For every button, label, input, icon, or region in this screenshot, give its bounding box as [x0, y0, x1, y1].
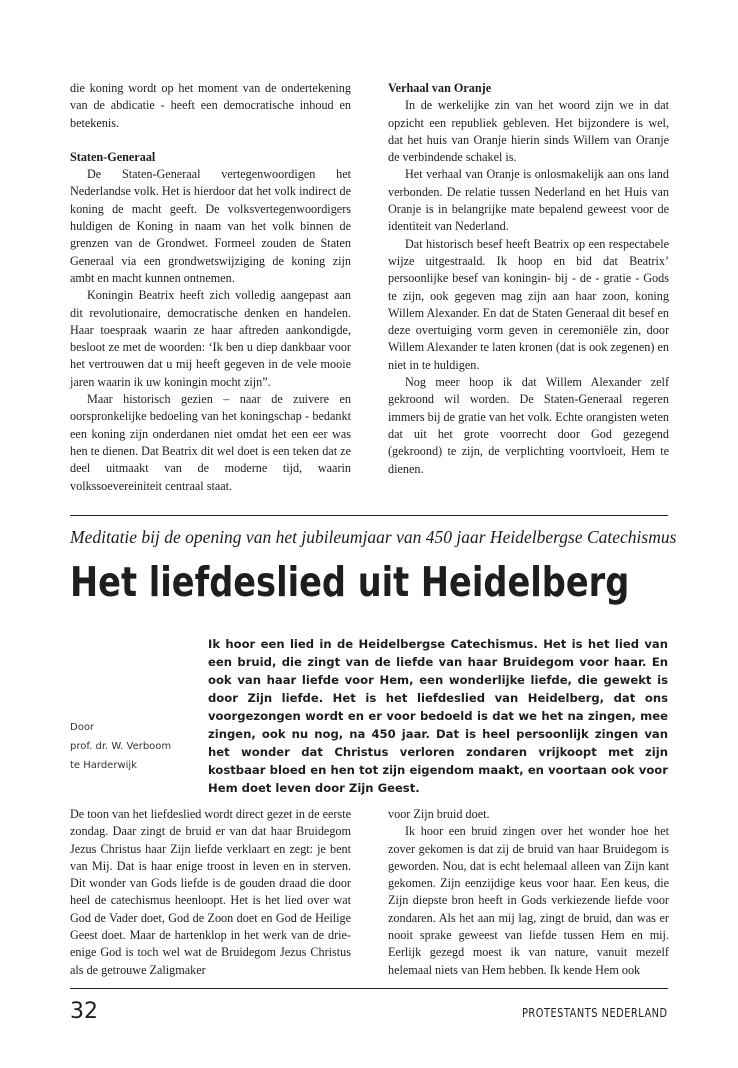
- article-kicker: Meditatie bij de opening van het jubileumjaar van 450 jaar Heidelbergse Catechismus: [70, 527, 677, 547]
- byline-author: prof. dr. W. Verboom: [70, 741, 172, 752]
- paragraph: De Staten-Generaal vertegenwoordigen het Nederlandse volk. Het is hierdoor dat het volk indirect de koning de macht geeft. De volksvertegenwoordigers huldigen de Koning in naam van het volk binnen de grenzen van de Grondwet. Formeel zouden de Staten Generaal via een grondwetswijziging de koning zijn ambt en macht kunnen ontnemen.: [70, 167, 351, 285]
- paragraph: die koning wordt op het moment van de ondertekening van de abdicatie - heeft een democratische inhoud en betekenis.: [70, 81, 351, 130]
- paragraph: Ik hoor een bruid zingen over het wonder hoe het zover gekomen is dat zij de bruid van haar Bruidegom is geworden. Nou, dat is echt helemaal alleen van Zijn kant gekomen. Zijn eenzijdige keus voor haar. Een keus, die Zijn diepste bron heeft in Gods verkiezende liefde voor zondaren. Als het aan mij lag, zingt de bruid, dan was er nooit sprake geweest van liefde tussen Hem en mij. Eerlijk gezegd moest ik van nature, vanuit mezelf helemaal niets van Hem hebben. Ik kende Hem ook: [388, 824, 669, 977]
- article-lead: Ik hoor een lied in de Heidelbergse Catechismus. Het is het lied van een bruid, die zingt van de liefde van haar Bruidegom voor haar. En ook van haar liefde voor Hem, een wonderlijke liefde, die gewekt is door Zijn liefde. Het is het liefdeslied van Heidelberg, dat ons voorgezongen wordt en er voor bedoeld is dat we het na zingen, mee zingen, ook nu nog, na 450 jaar. Dat is heel persoonlijk zingen van het wonder dat Christus verloren zondaren vrijkoopt met zijn kostbaar bloed en hen tot zijn eigendom maakt, en voortaan ook voor Hem doet leven door Zijn Geest.: [208, 637, 668, 795]
- top-left-column: [70, 80, 351, 495]
- page-number: 32: [70, 999, 98, 1024]
- bottom-left-column: [70, 806, 351, 979]
- article-title: Het liefdeslied uit Heidelberg: [70, 558, 630, 606]
- section-heading: Verhaal van Oranje: [388, 81, 492, 95]
- byline: [70, 718, 200, 775]
- byline-line: Door: [70, 722, 95, 733]
- footer-divider: [70, 988, 668, 989]
- byline-line: te Harderwijk: [70, 760, 137, 771]
- paragraph: Maar historisch gezien – naar de zuivere en oorspronkelijke bedoeling van het koningschap - bedankt een koning zijn onderdanen niet omdat het een eer was hen te dienen. Dat Beatrix dit wel doet is een teken dat ze deel uitmaakt van de moderne tijd, waarin volkssoevereiniteit centraal staat.: [70, 392, 351, 493]
- magazine-name: PROTESTANTS NEDERLAND: [522, 1006, 668, 1020]
- paragraph: Nog meer hoop ik dat Willem Alexander zelf gekroond wil worden. De Staten-Generaal regeren immers bij de gratie van het volk. Echte orangisten weten dat uit het grote voorrecht door God gezegend (gekroond) te zijn, de verplichting voortvloeit, Hem te dienen.: [388, 375, 669, 476]
- section-heading: Staten-Generaal: [70, 149, 156, 164]
- paragraph: Het verhaal van Oranje is onlosmakelijk aan ons land verbonden. De relatie tussen Nederland en het Huis van Oranje is in belangrijke mate bepalend geweest voor de identiteit van Nederland.: [388, 167, 669, 234]
- paragraph: voor Zijn bruid doet.: [388, 807, 490, 821]
- paragraph: Koningin Beatrix heeft zich volledig aangepast aan dit revolutionaire, democratische denken en handelen. Haar toespraak waarin ze haar aftreden aankondigde, besloot ze met de woorden: ‘Ik ben u diep dankbaar voor het vertrouwen dat u mij heeft gegeven in de vele mooie jaren waarin ik uw koningin mocht zijn”.: [70, 288, 351, 389]
- bottom-right-column: [388, 806, 669, 979]
- divider: [70, 515, 668, 516]
- paragraph: De toon van het liefdeslied wordt direct gezet in de eerste zondag. Daar zingt de bruid er van dat haar Bruidegom Jezus Christus haar Zijn liefde verklaart en zegt: je bent van Mij. Dat is haar enige troost in leven en in sterven. Dit wonder van Gods liefde is de gouden draad die door heel de catechismus heenloopt. Het is het lied over wat God de Vader doet, God de Zoon doet en God de Heilige Geest doet. Maar de hartenklop in het werk van de drie-enige God is toch wel wat de Bruidegom Jezus Christus als de getrouwe Zaligmaker: [70, 807, 351, 977]
- paragraph: In de werkelijke zin van het woord zijn we in dat opzicht een republiek gebleven. Het bijzondere is wel, dat het huis van Oranje hierin sinds Willem van Oranje de verbindende schakel is.: [388, 98, 669, 165]
- top-right-column: [388, 80, 669, 478]
- paragraph: Dat historisch besef heeft Beatrix op een respectabele wijze uitgestraald. Ik hoop en bid dat Beatrix’ persoonlijke besef van koningin- bij - de - gratie - Gods te zijn, ook gegeven mag zijn aan haar zoon, koning Willem Alexander. En dat de Staten Generaal dit besef en deze overtuiging vorm geven in ceremoniële zin, door Willem Alexander te laten kronen (dat is ook zegenen) en niet in te huldigen.: [388, 236, 669, 372]
